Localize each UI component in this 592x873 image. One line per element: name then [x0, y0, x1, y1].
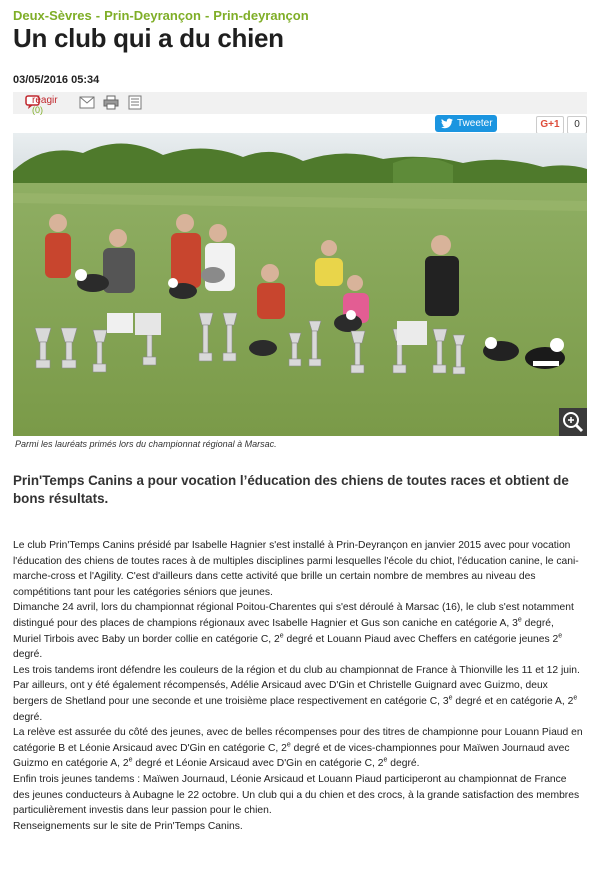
- photo-caption: Parmi les lauréats primés lors du championnat régional à Marsac.: [15, 439, 277, 449]
- react-link[interactable]: réagir: [32, 95, 58, 106]
- zoom-icon: [559, 408, 587, 436]
- article-paragraph: Renseignements sur le site de Prin'Temps Canins.: [13, 820, 243, 832]
- article-paragraph: La relève est assurée du côté des jeunes, avec de belles récompenses pour des titres de championne pour Louann Piaud en catégorie B et Léonie Arsicaud avec D'Gin en catégorie C, 2e degré et de vices-championnes pour Maïwen Journaud avec Guizmo en catégorie A, 2e degré et Léonie Arsicaud avec D'Gin en catégorie C, 2e degré.: [13, 727, 583, 770]
- twitter-bird-icon: [441, 118, 453, 129]
- comment-count: (0): [32, 105, 43, 115]
- breadcrumb-city[interactable]: Prin-Deyrançon: [104, 8, 201, 23]
- tweet-label: Tweeter: [457, 118, 493, 129]
- breadcrumb-locality[interactable]: Prin-deyrançon: [213, 8, 309, 23]
- breadcrumb: [13, 8, 309, 23]
- email-icon[interactable]: [79, 96, 95, 109]
- google-plus-count: 0: [567, 116, 587, 134]
- club-group-photo: [13, 133, 587, 436]
- article-paragraph: Enfin trois jeunes tandems : Maïwen Journaud, Léonie Arsicaud et Louann Piaud participeront au championnat de France des jeunes conducteurs à Aubagne le 22 octobre. Un club qui a du chien et des crocs, à la grande satisfaction des membres particulièrement investis dans leur passion pour le chien.: [13, 773, 580, 817]
- font-size-icon[interactable]: [128, 95, 142, 110]
- breadcrumb-separator: -: [204, 8, 210, 23]
- zoom-button[interactable]: [559, 408, 587, 436]
- google-plus-button[interactable]: G+1: [536, 116, 564, 134]
- breadcrumb-separator: -: [95, 8, 101, 23]
- article-title: Un club qui a du chien: [13, 23, 284, 53]
- article-paragraph: Le club Prin'Temps Canins présidé par Isabelle Hagnier s'est installé à Prin-Deyrançon en janvier 2015 avec pour vocation l'éducation des chiens de toutes races à de multiples disciplines parmi lesquelles l'école du chiot, l'éducation canine, le cani-marche-cross et l'Agility. C'est d'ailleurs dans cette activité que brille un certain nombre de membres au niveau des compétitions tant pour les catégories séniors que jeunes.: [13, 540, 579, 598]
- article-body: [13, 538, 583, 834]
- article-paragraph: Dimanche 24 avril, lors du championnat régional Poitou-Charentes qui s'est déroulé à Marsac (16), le club s'est notamment distingué pour des places de champions régionaux avec Isabelle Hagnier et Gus son caniche en catégorie A, 3e degré, Muriel Tirbois avec Baby un border collie en catégorie C, 2e degré et Louann Piaud avec Cheffers en catégorie jeunes 2e degré.: [13, 602, 574, 661]
- breadcrumb-region[interactable]: Deux-Sèvres: [13, 8, 92, 23]
- article-lead: Prin'Temps Canins a pour vocation l’éducation des chiens de toutes races et obtient de bons résultats.: [13, 473, 569, 506]
- article-paragraph: Les trois tandems iront défendre les couleurs de la région et du club au championnat de France à Thionville les 11 et 12 juin. Par ailleurs, ont y été également récompensés, Adélie Arsicaud avec D'Gin et Christelle Guignard avec Guizmo, deux bergers de Shetland pour une seconde et une troisième place respectivement en catégorie C, 3e degré et en catégorie A, 2e degré.: [13, 664, 580, 723]
- article-toolbar: [13, 92, 587, 114]
- print-icon[interactable]: [103, 95, 119, 110]
- article-photo[interactable]: [13, 133, 587, 436]
- tweet-button[interactable]: [435, 115, 497, 132]
- article-date: 03/05/2016 05:34: [13, 74, 100, 86]
